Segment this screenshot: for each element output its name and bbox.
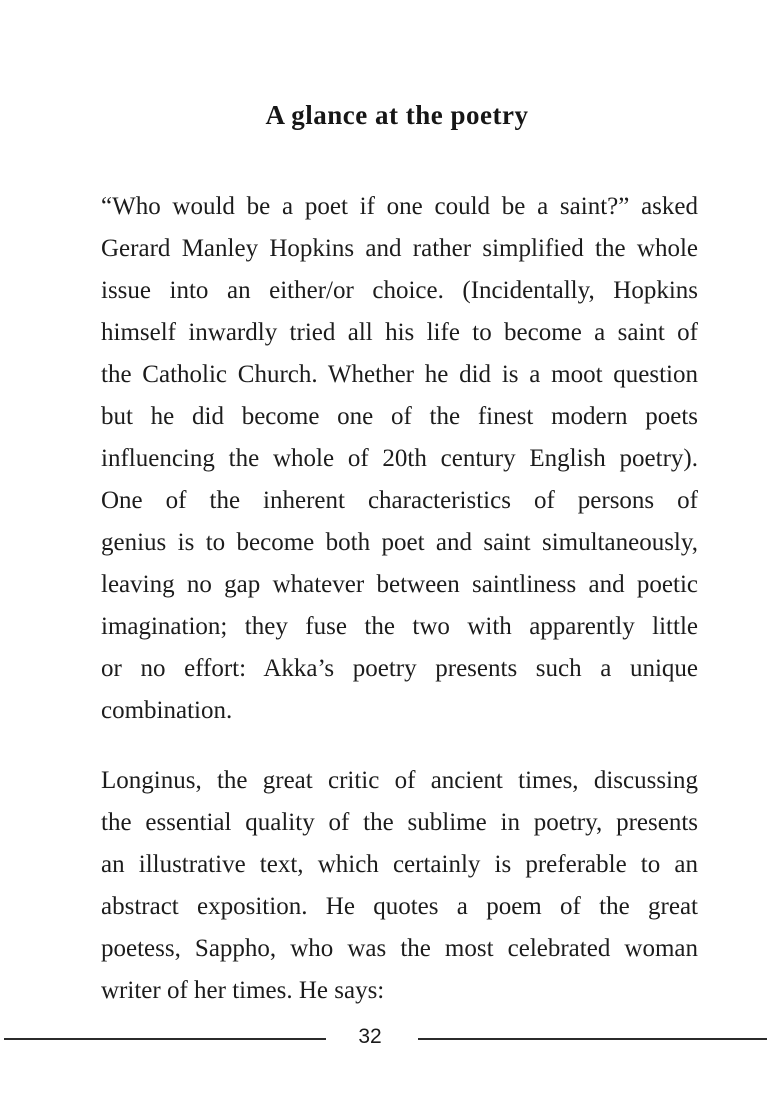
text-line: the Catholic Church. Whether he did is a moot question [101, 361, 698, 388]
text-line: Gerard Manley Hopkins and rather simplified the whole [101, 235, 698, 262]
page-number: 32 [358, 1025, 382, 1048]
text-line: the essential quality of the sublime in poetry, presents [101, 809, 698, 836]
paragraph-2 [101, 760, 698, 1012]
text-line: or no effort: Akka’s poetry presents such a unique [101, 655, 698, 682]
text-line: influencing the whole of 20th century English poetry). [101, 445, 698, 472]
page-title: A glance at the poetry [265, 100, 529, 131]
paragraph-1 [101, 186, 698, 732]
footer-rule-left [4, 1038, 326, 1040]
text-line: Longinus, the great critic of ancient times, discussing [101, 767, 698, 794]
footer-rule-right [418, 1038, 767, 1040]
text-line: abstract exposition. He quotes a poem of the great [101, 893, 698, 920]
text-line: himself inwardly tried all his life to become a saint of [101, 319, 698, 346]
text-line: combination. [101, 697, 233, 724]
text-line: genius is to become both poet and saint simultaneously, [101, 529, 698, 556]
text-line: writer of her times. He says: [101, 977, 385, 1004]
text-line: imagination; they fuse the two with apparently little [101, 613, 698, 640]
text-line: poetess, Sappho, who was the most celebrated woman [101, 935, 698, 962]
text-line: leaving no gap whatever between saintliness and poetic [101, 571, 698, 598]
text-line: One of the inherent characteristics of persons of [101, 487, 698, 514]
text-line: an illustrative text, which certainly is preferable to an [101, 851, 698, 878]
text-line: but he did become one of the finest modern poets [101, 403, 698, 430]
text-line: “Who would be a poet if one could be a saint?” asked [101, 193, 698, 220]
text-line: issue into an either/or choice. (Incidentally, Hopkins [101, 277, 698, 304]
